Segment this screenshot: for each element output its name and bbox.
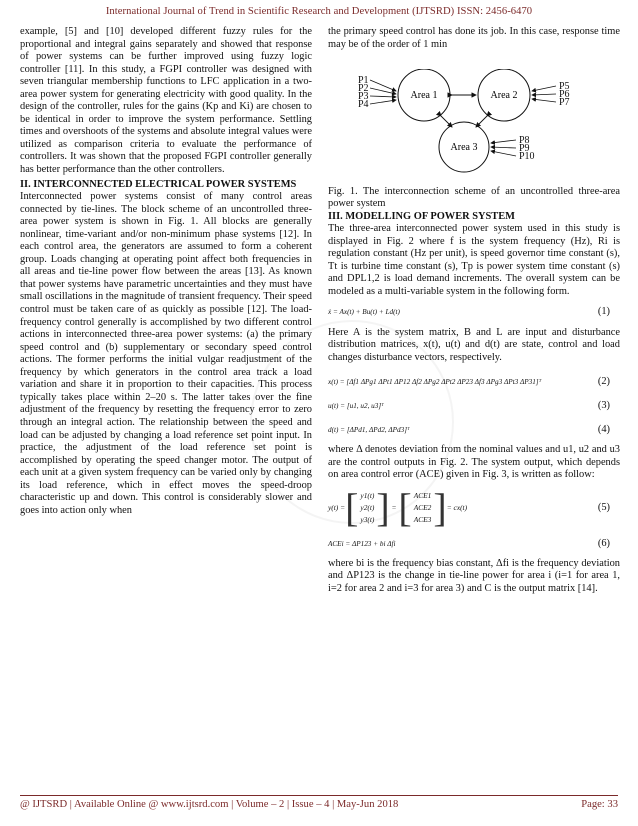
footer-rule — [20, 795, 618, 796]
section-heading-2: II. INTERCONNECTED ELECTRICAL POWER SYSTEMS — [20, 178, 297, 190]
equation-6 — [328, 534, 620, 554]
equation-1 — [328, 303, 620, 323]
input-label-p10: P10 — [519, 151, 535, 163]
right-paragraph-2: The three-area interconnected power system used in this study is displayed in Fig. 2 where f is the system frequency (Hz), Ri is regulation constant (Hz per unit), is speed governor time constant (s), Tt is turbine time constant (s), Tp is power system time constant (s) and DPL1,2 is load demand increments. The overall system can be modeled as a multi-variable system in the following form. — [328, 223, 620, 298]
equation-1-body: ẋ = Ax(t) + Bu(t) + Ld(t) — [328, 308, 400, 317]
footer-journal-info: @ IJTSRD | Available Online @ www.ijtsrd.com | Volume – 2 | Issue – 4 | May-Jun 2018 — [20, 799, 399, 810]
input-label-p5: P5 — [559, 81, 570, 93]
input-label-p4: P4 — [358, 99, 369, 111]
right-paragraph-4: where Δ denotes deviation from the nominal values and u1, u2 and u3 are the control outputs in Fig. 2. The system output, which depends on area control error (ACE) given in Fig. 3, is written as follow: — [328, 444, 620, 481]
equation-5-rhs: = cx(t) — [446, 502, 468, 512]
right-paragraph-5: where bi is the frequency bias constant, Δfi is the frequency deviation and ΔP123 is the change in tie-line power for area i (i=1 for area 1, i=2 for area 2 and i=3 for area 3) and C is the output matrix [14]. — [328, 557, 620, 594]
section-heading-3: III. MODELLING OF POWER SYSTEM — [328, 210, 515, 222]
equation-1-number: (1) — [597, 306, 610, 318]
page-number: Page: 33 — [581, 799, 618, 810]
input-label-p2: P2 — [358, 83, 369, 95]
equation-4-body: d(t) = [ΔPd1, ΔPd2, ΔPd3]ᵀ — [328, 425, 410, 434]
right-column — [328, 26, 620, 595]
equation-2-body: x(t) = [Δf1 ΔPg1 ΔPt1 ΔP12 Δf2 ΔPg2 ΔPt2 ΔP23 Δf3 ΔPg3 ΔPt3 ΔP31]ᵀ — [328, 377, 542, 386]
left-column — [20, 26, 312, 517]
output-y3: y3(t) — [360, 514, 375, 524]
input-label-p1: P1 — [358, 75, 369, 87]
equation-5-number: (5) — [597, 501, 610, 513]
equation-3-body: u(t) = [u1, u2, u3]ᵀ — [328, 401, 384, 410]
left-paragraph-1: example, [5] and [10] developed different fuzzy rules for the proportional and integral gains separately and showed that response of power systems can be further improved using fuzzy logic controller [11]. In this study, a FGPI controller was designed with seven triangular membership functions to LFC application in a two-area power system for generating electricity with good quality. In the design of the controller, rules for the gains (Kp and Ki) are chosen to be identical in order to improve the system performance. Settling times and overshoots of the systems and absolute integral values were utilized as comparison criteria to evaluate the performance of controllers. It was shown that the proposed FGPI controller generally has better performance than the other controllers. — [20, 26, 312, 176]
interconnection-diagram — [328, 69, 620, 181]
page-footer — [20, 799, 618, 810]
equation-4-number: (4) — [597, 423, 610, 435]
right-paragraph-1: the primary speed control has done its job. In this case, response time may be of the order of 1 min — [328, 26, 620, 50]
input-label-p3: P3 — [358, 91, 369, 103]
right-paragraph-3: Here A is the system matrix, B and L are input and disturbance distribution matrices, x(t), u(t) and d(t) are state, control and load changes disturbance vectors, respectively. — [328, 326, 620, 363]
journal-header: International Journal of Trend in Scientific Research and Development (IJTSRD) ISSN: 2456-6470 — [105, 6, 533, 17]
output-y1: y1(t) — [360, 490, 375, 500]
equation-3-number: (3) — [597, 399, 610, 411]
equation-2 — [328, 372, 620, 392]
equation-2-number: (2) — [597, 375, 610, 387]
area2-label: Area 2 — [490, 90, 518, 102]
equation-3 — [328, 396, 620, 416]
equation-6-body: ACEi = ΔP123 + bi Δfi — [328, 539, 396, 548]
equation-4 — [328, 420, 620, 440]
area3-label: Area 3 — [450, 142, 478, 154]
equation-5-body: y(t) = [ y1(t) y2(t) y3(t) ] = [ ACE1 ACE2 ACE3 ] = cx(t) — [328, 484, 468, 530]
ace-1: ACE1 — [413, 490, 432, 500]
area1-label: Area 1 — [410, 90, 438, 102]
ace-2: ACE2 — [413, 502, 432, 512]
equation-5 — [328, 486, 620, 530]
input-label-p7: P7 — [559, 97, 570, 109]
input-label-p6: P6 — [559, 89, 570, 101]
left-paragraph-2: Interconnected power systems consist of many control areas connected by tie-lines. The block scheme of an uncontrolled three-area power system is shown in Fig. 1. All blocks are generally nonlinear, time-variant and/or non-minimum phase systems [12]. In each control area, the generators are assumed to form a coherent group. Loads changing at operating point affect both frequencies in all areas and tie-line power flow between the areas [13]. As known that power systems have parametric uncertainties and they must have small oscillations in the magnitude of transient frequency. Their speed control must be taken care of as quickly as possible [12]. The load-frequency control generally is accomplished by two different control actions in interconnected three-area power systems: (a) the primary speed control and (b) supplementary or secondary speed control actions. The former performs the initial vulgar readjustment of the frequency by which generators in the control area track a load variation and share it in proportion to their capacities. This process typically takes place within 2–20 s. The latter takes over the fine adjustment of the frequency by resetting the frequency error to zero through an integral action. The relationship between the speed and load can be adjusted by changing a load reference set point input. In practice, the adjustment of the load reference set point is accomplished by operating the speed changer motor. The output of each unit at a given system frequency can be varied only by changing its load reference, which in effect moves the speed-droop characteristic up and down. This control is considerably slower and goes into action only when — [20, 191, 312, 516]
input-label-p8: P8 — [519, 135, 530, 147]
ace-3: ACE3 — [413, 514, 432, 524]
figure-caption: Fig. 1. The interconnection scheme of an uncontrolled three-area power system — [328, 185, 620, 210]
equation-6-number: (6) — [597, 537, 610, 549]
input-label-p9: P9 — [519, 143, 530, 155]
output-y2: y2(t) — [360, 502, 375, 512]
equation-5-lhs: y(t) = — [328, 502, 346, 512]
